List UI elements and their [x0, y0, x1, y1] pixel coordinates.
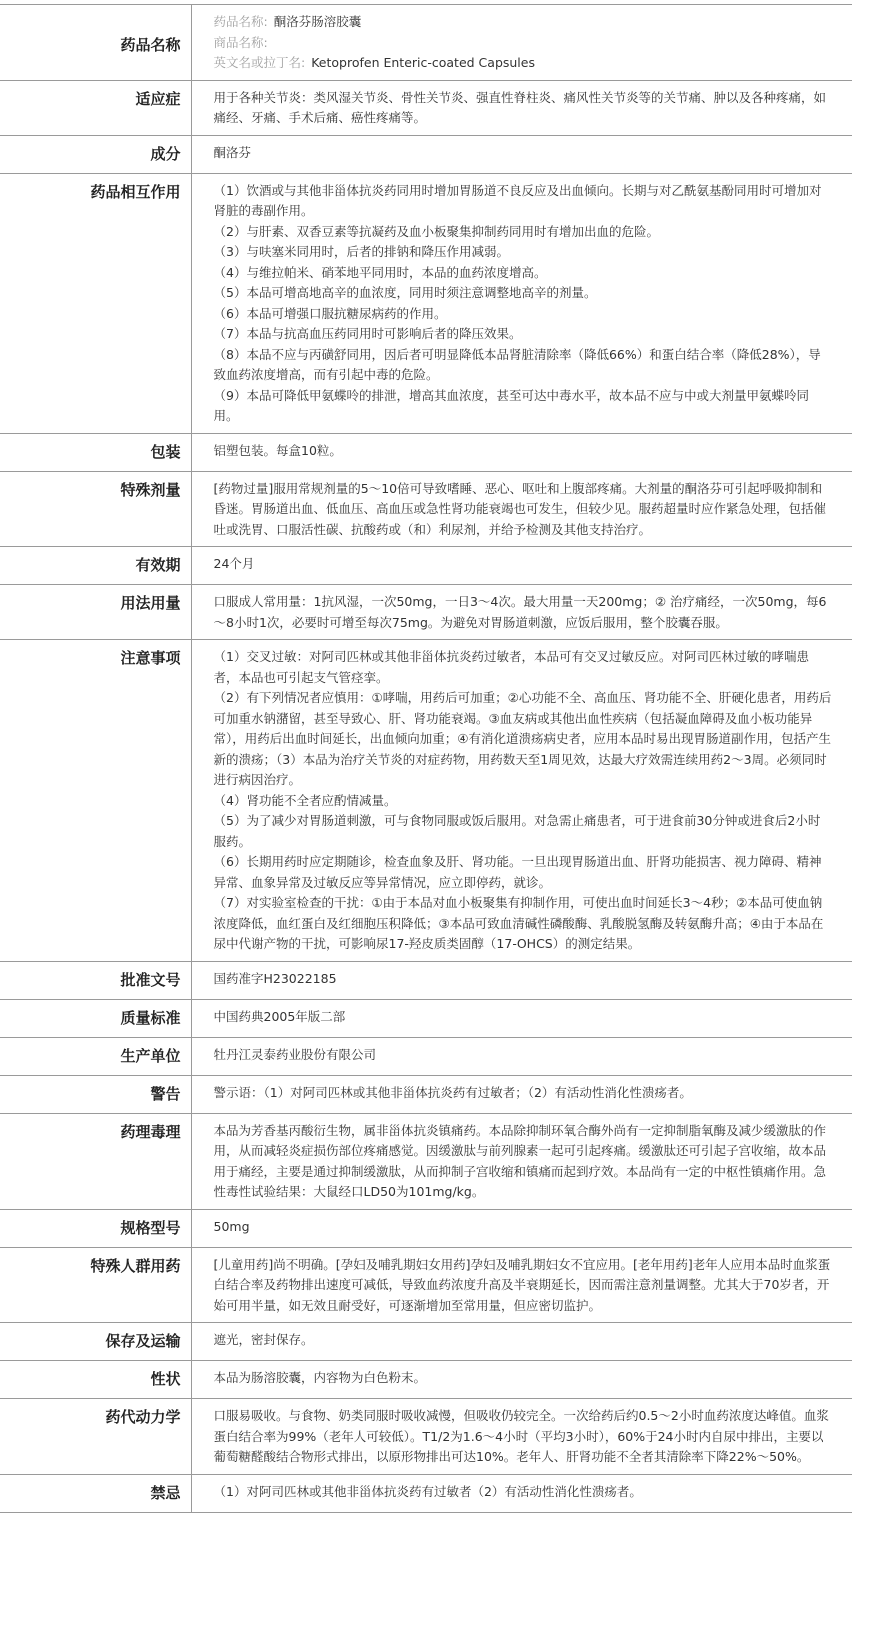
content-paragraph: （7）对实验室检查的干扰：①由于本品对血小板聚集有抑制作用，可使出血时间延长3～4秒；②本品可使血钠浓度降低，血红蛋白及红细胞压积降低；③本品可致血清碱性磷酸酶、乳酸脱氢酶及转氨酶升高；④由于本品在尿中代谢产物的干扰，可影响尿17-羟皮质类固醇（17-OHCS）的测定结果。 [213, 895, 824, 951]
info-row-indications [0, 80, 852, 135]
content-paragraph: 口服易吸收。与食物、奶类同服时吸收减慢，但吸收仍较完全。一次给药后约0.5～2小时血药浓度达峰值。血浆蛋白结合率为99%（老年人可较低）。T1/2为1.6～4小时（平均3小时），60%于24小时内自尿中排出，主要以葡萄糖醛酸结合物形式排出，以原形物排出可达10%。老年人、肝肾功能不全者其清除率下降22%～50%。 [213, 1408, 829, 1464]
name-line [214, 33, 833, 54]
content-paragraph: （8）本品不应与丙磺舒同用，因后者可明显降低本品肾脏清除率（降低66%）和蛋白结合率（降低28%），导致血药浓度增高，而有引起中毒的危险。 [213, 346, 821, 382]
row-content [191, 1113, 852, 1209]
content-paragraph: （4）与维拉帕米、硝苯地平同用时，本品的血药浓度增高。 [213, 264, 547, 280]
info-row-precautions [0, 640, 852, 962]
row-label: 药理毒理 [0, 1113, 191, 1209]
name-value: Ketoprofen Enteric-coated Capsules [311, 55, 535, 70]
row-content [191, 1075, 852, 1113]
content-paragraph: 用于各种关节炎：类风湿关节炎、骨性关节炎、强直性脊柱炎、痛风性关节炎等的关节痛、肿以及各种疼痛，如痛经、牙痛、手术后痛、癌性疼痛等。 [213, 89, 827, 125]
content-paragraph: 国药准字H23022185 [213, 970, 337, 986]
info-row-approval-number [0, 961, 852, 999]
content-paragraph: （6）长期用药时应定期随诊，检查血象及肝、肾功能。一旦出现胃肠道出血、肝肾功能损害、视力障碍、精神异常、血象异常及过敏反应等异常情况，应立即停药，就诊。 [213, 854, 822, 890]
content-paragraph: [儿童用药]尚不明确。[孕妇及哺乳期妇女用药]孕妇及哺乳期妇女不宜应用。[老年用药]老年人应用本品时血浆蛋白结合率及药物排出速度可减低，导致血药浓度升高及半衰期延长，因而需注意剂量调整。尤其大于70岁者，开始可用半量，如无效且耐受好，可逐渐增加至常用量，但应密切监护。 [213, 1256, 831, 1313]
row-label: 适应症 [0, 80, 191, 135]
content-paragraph: 遮光，密封保存。 [213, 1332, 314, 1347]
row-label: 特殊人群用药 [0, 1247, 191, 1323]
content-paragraph: 警示语：（1）对阿司匹林或其他非甾体抗炎药有过敏者；（2）有活动性消化性溃疡者。 [213, 1084, 692, 1100]
row-content [191, 173, 852, 433]
row-content [191, 433, 852, 471]
row-content [191, 5, 852, 81]
info-row-warning [0, 1075, 852, 1113]
row-content [191, 640, 852, 962]
content-paragraph: 中国药典2005年版二部 [213, 1008, 346, 1024]
row-label: 药品名称 [0, 5, 191, 81]
name-key: 商品名称: [213, 34, 268, 50]
row-label: 成分 [0, 135, 191, 173]
row-label: 性状 [0, 1361, 191, 1399]
row-content [191, 961, 852, 999]
info-row-dosage-usage [0, 585, 852, 640]
row-content [191, 135, 852, 173]
row-label: 警告 [0, 1075, 191, 1113]
row-label: 保存及运输 [0, 1323, 191, 1361]
row-content [191, 1323, 852, 1361]
row-label: 生产单位 [0, 1037, 191, 1075]
content-paragraph: （3）与呋塞米同用时，后者的排钠和降压作用减弱。 [213, 244, 509, 259]
name-line [214, 12, 833, 33]
row-content [191, 1474, 852, 1512]
content-paragraph: （5）本品可增高地高辛的血浓度，同用时须注意调整地高辛的剂量。 [213, 285, 597, 300]
content-paragraph: 酮洛芬 [213, 144, 252, 160]
row-label: 包装 [0, 433, 191, 471]
content-paragraph: （2）有下列情况者应慎用：①哮喘，用药后可加重；②心功能不全、高血压、肾功能不全、肝硬化患者，用药后可加重水钠潴留，甚至导致心、肝、肾功能衰竭。③血友病或其他出血性疾病（包括凝血障碍及血小板功能异常），用药后出血时间延长，出血倾向加重；④有消化道溃疡病史者，应用本品时易出现胃肠道副作用，包括产生新的溃疡；（3）本品为治疗关节炎的对症药物，用药数天至1周见效，达最大疗效需连续用药2～3周。必须同时进行病因治疗。 [213, 690, 832, 787]
info-row-appearance [0, 1361, 852, 1399]
row-label: 药代动力学 [0, 1399, 191, 1475]
info-row-ingredients [0, 135, 852, 173]
info-row-specification [0, 1209, 852, 1247]
content-paragraph: 24个月 [213, 556, 255, 571]
row-content [191, 1037, 852, 1075]
row-label: 用法用量 [0, 585, 191, 640]
info-row-drug-name [0, 5, 852, 81]
content-paragraph: 口服成人常用量：1抗风湿，一次50mg，一日3～4次。最大用量一天200mg；② 治疗痛经，一次50mg，每6～8小时1次，必要时可增至每次75mg。为避免对胃肠道刺激，应饭后服用，整个胶囊吞服。 [213, 594, 827, 630]
row-label: 批准文号 [0, 961, 191, 999]
name-line [214, 53, 833, 74]
content-paragraph: （6）本品可增强口服抗糖尿病药的作用。 [213, 305, 447, 321]
row-content [191, 80, 852, 135]
content-paragraph: （5）为了减少对胃肠道刺激，可与食物同服或饭后服用。对急需止痛患者，可于进食前30分钟或进食后2小时服药。 [213, 813, 821, 849]
row-label: 规格型号 [0, 1209, 191, 1247]
info-row-manufacturer [0, 1037, 852, 1075]
content-paragraph: （1）饮酒或与其他非甾体抗炎药同用时增加胃肠道不良反应及出血倾向。长期与对乙酰氨基酚同用时可增加对肾脏的毒副作用。 [213, 182, 822, 218]
info-row-contraindications [0, 1474, 852, 1512]
content-paragraph: （7）本品与抗高血压药同用时可影响后者的降压效果。 [213, 326, 522, 341]
info-row-shelf-life [0, 547, 852, 585]
row-content [191, 1399, 852, 1475]
row-content [191, 585, 852, 640]
content-paragraph: （1）交叉过敏：对阿司匹林或其他非甾体抗炎药过敏者，本品可有交叉过敏反应。对阿司匹林过敏的哮喘患者，本品也可引起支气管痉挛。 [213, 649, 809, 685]
info-row-quality-standard [0, 999, 852, 1037]
content-paragraph: 牡丹江灵泰药业股份有限公司 [213, 1046, 377, 1062]
content-paragraph: [药物过量]服用常规剂量的5～10倍可导致嗜睡、恶心、呕吐和上腹部疼痛。大剂量的酮洛芬可引起呼吸抑制和昏迷。胃肠道出血、低血压、高血压或急性肾功能衰竭也可发生，但较少见。服药超量时应作紧急处理，包括催吐或洗胃、口服活性碳、抗酸药或（和）利尿剂，并给予检测及其他支持治疗。 [213, 480, 827, 537]
row-content [191, 471, 852, 547]
content-paragraph: 本品为芳香基丙酸衍生物，属非甾体抗炎镇痛药。本品除抑制环氧合酶外尚有一定抑制脂氧酶及减少缓激肽的作用，从而减轻炎症损伤部位疼痛感觉。因缓激肽与前列腺素一起可引起疼痛。缓激肽还可引起子宫收缩，故本品用于痛经，主要是通过抑制缓激肽，从而抑制子宫收缩和镇痛而起到疗效。本品尚有一定的中枢性镇痛作用。急性毒性试验结果：大鼠经口LD50为101mg/kg。 [213, 1122, 827, 1199]
content-paragraph: 铝塑包装。每盒10粒。 [213, 442, 342, 458]
row-content [191, 547, 852, 585]
row-content [191, 999, 852, 1037]
row-label: 特殊剂量 [0, 471, 191, 547]
row-label: 质量标准 [0, 999, 191, 1037]
info-row-storage-transport [0, 1323, 852, 1361]
info-row-special-populations [0, 1247, 852, 1323]
content-paragraph: 本品为肠溶胶囊，内容物为白色粉末。 [213, 1370, 427, 1385]
content-paragraph: （4）肾功能不全者应酌情减量。 [213, 792, 397, 808]
content-paragraph: （1）对阿司匹林或其他非甾体抗炎药有过敏者（2）有活动性消化性溃疡者。 [213, 1483, 642, 1499]
row-label: 有效期 [0, 547, 191, 585]
info-row-special-dosage [0, 471, 852, 547]
row-content [191, 1209, 852, 1247]
info-row-pharmacology-toxicology [0, 1113, 852, 1209]
info-row-drug-interactions [0, 173, 852, 433]
name-value: 酮洛芬肠溶胶囊 [273, 14, 362, 29]
row-content [191, 1247, 852, 1323]
row-content [191, 1361, 852, 1399]
row-label: 注意事项 [0, 640, 191, 962]
content-paragraph: （2）与肝素、双香豆素等抗凝药及血小板聚集抑制药同用时有增加出血的危险。 [213, 223, 659, 239]
row-label: 禁忌 [0, 1474, 191, 1512]
row-label: 药品相互作用 [0, 173, 191, 433]
info-row-packaging [0, 433, 852, 471]
content-paragraph: 50mg [213, 1218, 250, 1234]
name-key: 药品名称: [213, 14, 268, 29]
content-paragraph: （9）本品可降低甲氨蝶呤的排泄，增高其血浓度，甚至可达中毒水平，故本品不应与中或大剂量甲氨蝶呤同用。 [213, 387, 809, 423]
drug-info-table [0, 4, 852, 1513]
info-row-pharmacokinetics [0, 1399, 852, 1475]
name-key: 英文名或拉丁名: [213, 55, 306, 70]
